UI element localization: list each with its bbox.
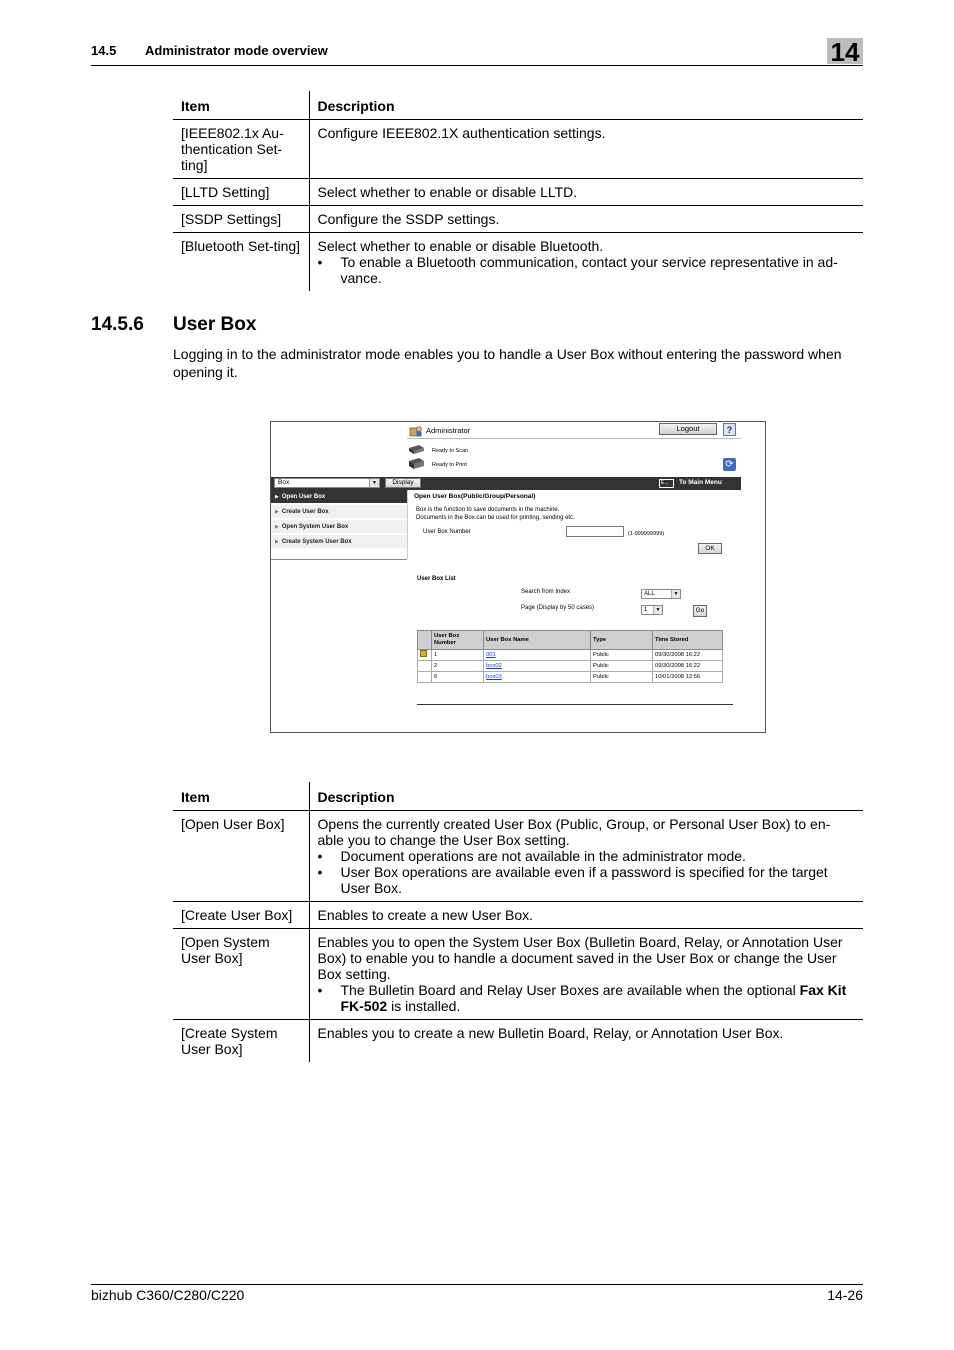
nav-create-user-box[interactable] (271, 505, 407, 519)
go-button[interactable]: Go (693, 605, 707, 617)
search-index-select[interactable] (641, 589, 681, 599)
nav-label: Create User Box (281, 509, 329, 515)
open-user-box-heading: Open User Box(Public/Group/Personal) (414, 493, 536, 500)
bullet-text: Document operations are not available in the administrator mode. (340, 848, 746, 864)
table-row (173, 233, 863, 292)
column-header-description: Description (309, 91, 863, 120)
main-menu-icon: E... (659, 479, 674, 488)
bullet-icon: • (317, 864, 323, 880)
box-number-cell: 1 (432, 650, 484, 661)
item-cell: [Open User Box] (173, 811, 309, 902)
box-name-link[interactable]: 001 (484, 650, 591, 661)
table-row (418, 672, 723, 683)
chapter-number: 14 (827, 38, 863, 64)
to-main-menu-link[interactable]: To Main Menu (679, 479, 722, 486)
user-box-number-range: (1-999999999) (628, 531, 665, 537)
settings-table (173, 91, 863, 291)
menu-bar (271, 477, 741, 490)
nav-label: Open User Box (281, 494, 326, 500)
description-line: Documents in the Box can be used for printing, sending etc. (416, 515, 575, 521)
chevron-down-icon: ▼ (671, 590, 680, 598)
table-row (173, 929, 863, 1020)
description-cell: Enables you to create a new Bulletin Board, Relay, or Annotation User Box. (317, 1025, 784, 1041)
menu-select[interactable] (274, 478, 380, 488)
description-line: Box is the function to save documents in the machine. (416, 507, 560, 513)
table-header-row (173, 782, 863, 811)
table-row (173, 206, 863, 233)
menu-select-value: Box (278, 479, 290, 486)
arrow-right-icon: ▶ (275, 494, 279, 500)
column-header-item: Item (173, 782, 309, 811)
lock-cell (418, 672, 432, 683)
nav-label: Create System User Box (281, 539, 352, 545)
user-box-screenshot (270, 421, 766, 733)
scanner-icon (407, 444, 425, 455)
administrator-icon (409, 425, 423, 437)
chevron-down-icon: ▼ (369, 479, 379, 487)
bullet-icon: • (317, 848, 323, 864)
item-cell: [SSDP Settings] (173, 206, 309, 233)
lock-column-header (418, 631, 432, 650)
page-select[interactable] (641, 605, 663, 615)
bullet-text (341, 982, 856, 1014)
page-header (91, 37, 863, 67)
open-user-box-description (416, 506, 575, 522)
display-button[interactable]: Display (385, 478, 421, 488)
bullet-text: User Box operations are available even if a password is specified for the target User Box. (340, 864, 828, 896)
column-header-item: Item (173, 91, 309, 120)
time-stored-cell: 10/01/2008 12:56 (653, 672, 723, 683)
table-row (173, 1020, 863, 1063)
time-stored-cell: 09/30/2008 16:22 (653, 650, 723, 661)
help-icon[interactable]: ? (723, 423, 736, 436)
bullet-text: To enable a Bluetooth communication, contact your service representative in ad-vance. (340, 254, 838, 286)
ready-to-scan-status: Ready to Scan (432, 448, 469, 454)
box-name-link[interactable]: box03 (484, 672, 591, 683)
user-box-number-input[interactable] (566, 526, 624, 537)
item-cell: [Open System User Box] (173, 929, 309, 1020)
header-title: Administrator mode overview (145, 43, 328, 58)
column-header-description: Description (309, 782, 863, 811)
table-header-row (173, 91, 863, 120)
box-number-cell: 2 (432, 661, 484, 672)
printer-icon (407, 458, 425, 469)
item-cell: [LLTD Setting] (173, 179, 309, 206)
description-cell: Configure IEEE802.1X authentication settings. (309, 120, 863, 179)
bullet-icon: • (317, 982, 323, 998)
nav-open-system-user-box[interactable] (271, 520, 407, 534)
arrow-right-icon: ▶ (275, 509, 279, 515)
footer-model: bizhub C360/C280/C220 (91, 1287, 245, 1303)
description-text: Enables you to open the System User Box (Bulletin Board, Relay, or Annotation User Box) to enable you to handle a document saved in the User Box or change the User Box setting. (317, 934, 843, 982)
bullet-item (318, 848, 856, 864)
nav-vertical-divider (407, 490, 408, 559)
box-name-link[interactable]: box02 (484, 661, 591, 672)
lock-cell (418, 650, 432, 661)
bullet-icon: • (317, 254, 323, 270)
description-cell: Configure the SSDP settings. (309, 206, 863, 233)
table-row (418, 661, 723, 672)
table-row (173, 811, 863, 902)
description-cell (309, 929, 863, 1020)
search-index-value: ALL (644, 591, 655, 597)
table-header-row (418, 631, 723, 650)
column-header-type: Type (591, 631, 653, 650)
user-box-list-heading: User Box List (417, 576, 456, 582)
bullet-item (318, 982, 856, 1014)
nav-open-user-box[interactable] (271, 490, 407, 504)
bottom-divider (417, 704, 733, 705)
description-text: Select whether to enable or disable Bluetooth. (317, 238, 604, 254)
page-value: 1 (644, 607, 648, 613)
footer-page-number: 14-26 (827, 1287, 863, 1303)
lock-cell (418, 661, 432, 672)
bullet-item (318, 254, 856, 286)
item-cell: [Create System User Box] (173, 1020, 309, 1063)
left-navigation (271, 490, 407, 559)
table-row (173, 120, 863, 179)
user-box-list-table (417, 630, 723, 683)
box-type-cell: Public (591, 650, 653, 661)
chevron-down-icon: ▼ (653, 606, 662, 614)
description-cell (309, 811, 863, 902)
column-header-number: User Box Number (432, 631, 484, 650)
page-label: Page (Display by 50 cases) (521, 605, 595, 611)
description-cell: Select whether to enable or disable LLTD. (309, 179, 863, 206)
search-from-index-label: Search from Index (521, 589, 571, 595)
nav-label: Open System User Box (281, 524, 349, 530)
box-type-cell: Public (591, 672, 653, 683)
table-row (418, 650, 723, 661)
header-section-number: 14.5 (91, 43, 117, 58)
section-intro: Logging in to the administrator mode enables you to handle a User Box without entering the password when opening it. (173, 346, 842, 380)
column-header-time: Time Stored (653, 631, 723, 650)
bullet-item (318, 864, 856, 896)
section-title: User Box (173, 314, 257, 335)
lock-icon (420, 650, 427, 657)
column-header-name: User Box Name (484, 631, 591, 650)
box-number-cell: 6 (432, 672, 484, 683)
product-name: Fax Kit FK-502 (340, 982, 847, 1014)
user-box-items-table (173, 782, 863, 1062)
nav-divider (271, 559, 407, 560)
section-number: 14.5.6 (91, 314, 144, 335)
nav-create-system-user-box[interactable] (271, 535, 407, 549)
refresh-icon[interactable]: ⟳ (723, 458, 736, 471)
footer-divider (91, 1284, 863, 1285)
arrow-right-icon: ▶ (275, 539, 279, 545)
administrator-label: Administrator (426, 426, 471, 435)
bullet-text-post: is installed. (387, 998, 461, 1014)
item-cell: [IEEE802.1x Au-thentication Set-ting] (173, 120, 309, 179)
description-cell: Enables to create a new User Box. (309, 902, 863, 929)
bullet-text-pre: The Bulletin Board and Relay User Boxes are available when the optional (340, 982, 800, 998)
table-row (173, 179, 863, 206)
user-box-number-label: User Box Number (423, 529, 471, 535)
ok-button[interactable]: OK (698, 543, 722, 554)
description-cell (309, 233, 863, 292)
logout-button[interactable]: Logout (659, 423, 717, 435)
box-type-cell: Public (591, 661, 653, 672)
table-row (173, 902, 863, 929)
item-cell: [Create User Box] (173, 902, 309, 929)
ready-to-print-status: Ready to Print (432, 462, 467, 468)
item-cell: [Bluetooth Set-ting] (173, 233, 309, 292)
arrow-right-icon: ▶ (275, 524, 279, 530)
time-stored-cell: 09/30/2008 16:22 (653, 661, 723, 672)
header-divider (407, 438, 741, 439)
description-text: Opens the currently created User Box (Public, Group, or Personal User Box) to en-able you to change the User Box setting. (317, 816, 831, 848)
